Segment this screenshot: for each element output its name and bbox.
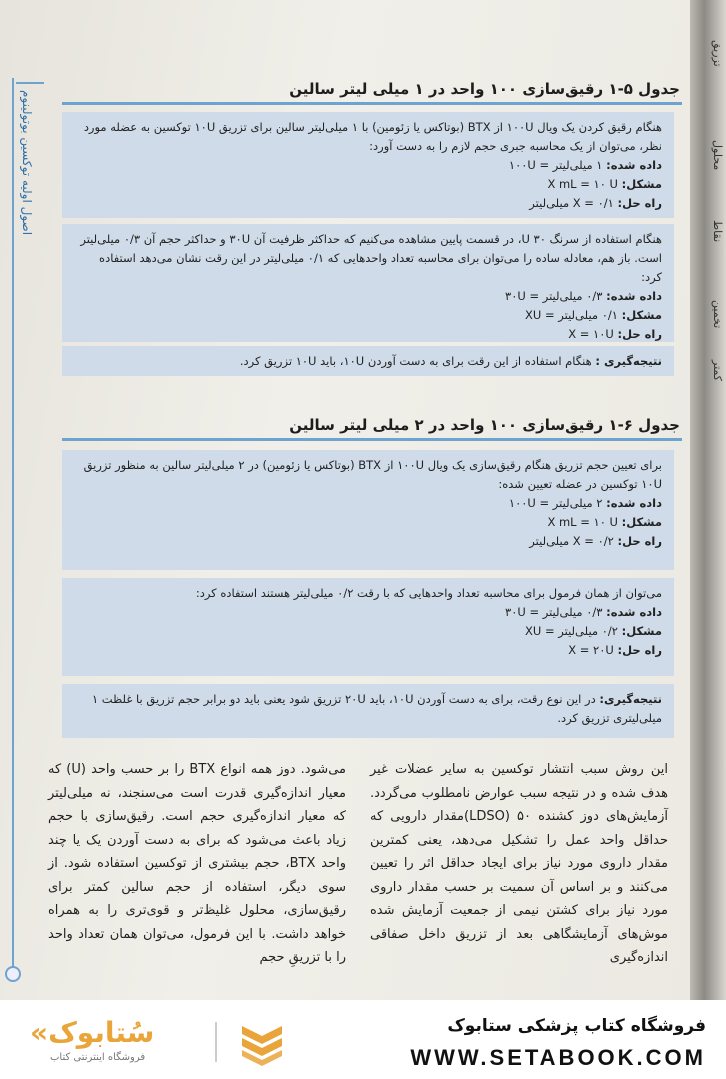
- given-value: ۲ میلی‌لیتر = ۱۰۰U: [508, 496, 603, 510]
- problem-value: ۰/۱ میلی‌لیتر = XU: [525, 308, 618, 322]
- solution-label: راه حل:: [617, 327, 662, 341]
- shop-logo: [30, 1014, 290, 1068]
- footer-banner: [0, 1000, 726, 1079]
- given-value: ۰/۳ میلی‌لیتر = ۳۰U: [505, 605, 603, 619]
- solution-value: X = ۰/۲ میلی‌لیتر: [529, 534, 614, 548]
- problem-value: X mL = ۱۰ U: [547, 177, 618, 191]
- problem-value: ۰/۲ میلی‌لیتر = XU: [525, 624, 618, 638]
- logo-wordmark: «سُتابوک: [30, 1016, 155, 1049]
- solution-label: راه حل:: [617, 196, 662, 210]
- table1-title-rule: [62, 102, 682, 105]
- solution-value: X = ۰/۱ میلی‌لیتر: [529, 196, 614, 210]
- running-title: اصول اولیه توکسین بوتولینوم: [20, 90, 34, 236]
- given-label: داده شده:: [606, 605, 662, 619]
- side-rule-cap: [16, 82, 44, 84]
- table2-title: جدول ۶-۱ رقیق‌سازی ۱۰۰ واحد در ۲ میلی لیتر سالین: [289, 416, 680, 434]
- edge-fragment: کمتر: [711, 360, 724, 381]
- edge-fragment: نقاط: [711, 220, 724, 243]
- side-rule-dot: [5, 966, 21, 982]
- conclusion-text: هنگام استفاده از این رقت برای به دست آوردن ۱۰U، باید ۱۰U تزریق کرد.: [239, 354, 592, 368]
- table1-title: جدول ۵-۱ رقیق‌سازی ۱۰۰ واحد در ۱ میلی لیتر سالین: [289, 80, 680, 98]
- given-label: داده شده:: [606, 496, 662, 510]
- solution-value: X = ۲۰U: [568, 643, 614, 657]
- edge-fragment: تخمین: [711, 300, 724, 329]
- table1-conclusion: [62, 346, 674, 376]
- table2-conclusion: [62, 684, 674, 738]
- side-rule: [12, 78, 14, 973]
- table2-block2-intro: می‌توان از همان فرمول برای محاسبه تعداد واحدهایی که با رقت ۰/۲ میلی‌لیتر هستند استفاده کرد:: [195, 586, 662, 600]
- body-right-column: این روش سبب انتشار توکسین به سایر عضلات غیر هدف شده و در نتیجه سبب عوارض نامطلوب می‌گردد. آزمایش‌های دوز کشنده ۵۰ (LDSO)مقدار دارویی که حداقل واحد عمل را تشکیل می‌دهد، یعنی کمترین مقدار داروی مورد نیاز برای ایجاد حداقل اثر را تعیین می‌کنند و بر اساس آن سمیت بر حسب مقدار داروی مورد نیاز برای کشتن نیمی از جمعیت آزمایش شده موش‌های آزمایشگاهی بعد از تزریق داخل صفاقی اندازه‌گیری: [370, 762, 668, 965]
- logo-subtitle: فروشگاه اینترنتی کتاب: [50, 1052, 146, 1063]
- table1-block2-intro: هنگام استفاده از سرنگ ۳۰ U، در قسمت پایین مشاهده می‌کنیم که حداکثر ظرفیت آن ۳۰U و حداکثر حجم آن ۰/۳ میلی‌لیتر است. باز هم، معادله ساده را می‌توان برای محاسبه تعداد واحدهایی که ۰/۱ میلی‌لیتر در این رقت نشان می‌دهد استفاده کرد:: [80, 232, 662, 284]
- conclusion-label: نتیجه‌گیری :: [595, 354, 662, 368]
- table2-block1: [62, 450, 674, 570]
- table2-title-rule: [62, 438, 682, 441]
- problem-label: مشکل:: [621, 177, 662, 191]
- problem-value: X mL = ۱۰ U: [547, 515, 618, 529]
- given-label: داده شده:: [606, 289, 662, 303]
- shop-name: فروشگاه کتاب پزشکی ستابوک: [447, 1016, 706, 1036]
- conclusion-text: در این نوع رقت، برای به دست آوردن ۱۰U، باید ۲۰U تزریق شود یعنی باید دو برابر حجم تزریق با غلظت ۱ میلی‌لیتری تزریق کرد.: [91, 692, 662, 725]
- table2-block1-intro: برای تعیین حجم تزریق هنگام رقیق‌سازی یک ویال ۱۰۰U از BTX (بوتاکس یا زئومین) در ۲ میلی‌لیتر سالین به منظور تزریق ۱۰U توکسین در عضله تعیین شده:: [83, 458, 662, 491]
- problem-label: مشکل:: [621, 515, 662, 529]
- problem-label: مشکل:: [621, 624, 662, 638]
- solution-label: راه حل:: [617, 534, 662, 548]
- next-page-edge: [690, 0, 726, 1000]
- chevron-logo-icon: [240, 1022, 284, 1066]
- solution-label: راه حل:: [617, 643, 662, 657]
- conclusion-label: نتیجه‌گیری:: [599, 692, 662, 706]
- given-label: داده شده:: [606, 158, 662, 172]
- given-value: ۰/۳ میلی‌لیتر = ۳۰U: [505, 289, 603, 303]
- given-value: ۱ میلی‌لیتر = ۱۰۰U: [508, 158, 603, 172]
- solution-value: X = ۱۰U: [568, 327, 614, 341]
- logo-divider: [215, 1022, 217, 1062]
- shop-url[interactable]: WWW.SETABOOK.COM: [410, 1045, 706, 1070]
- table2-block2: [62, 578, 674, 676]
- table1-block1: [62, 112, 674, 218]
- table1-block2: [62, 224, 674, 342]
- edge-fragment: محلول: [711, 140, 724, 171]
- edge-fragment: تزریق: [711, 40, 724, 67]
- table1-block1-intro: هنگام رقیق کردن یک ویال ۱۰۰U از BTX (بوتاکس یا زئومین) با ۱ میلی‌لیتر سالین برای تزریق ۱۰U توکسین به عضله مورد نظر، می‌توان از یک محاسبه جبری حجم لازم را به دست آورد:: [83, 120, 662, 153]
- body-left-column: می‌شود. دوز همه انواع BTX را بر حسب واحد (U) که معیار اندازه‌گیری قدرت است می‌سنجند، نه میلی‌لیتر که معیار اندازه‌گیری حجم است. رقیق‌سازی با حجم زیاد باعث می‌شود که برای به دست آوردن یک یا چند واحد BTX، حجم بیشتری از توکسین استفاده شود. از سوی دیگر، استفاده از حجم سالین کمتر برای رقیق‌سازی، محلول غلیظ‌تر و قوی‌تری را به همراه خواهد داشت. با این فرمول، می‌توان همان تعداد واحد را با تزریقِ حجم: [48, 762, 346, 965]
- problem-label: مشکل:: [621, 308, 662, 322]
